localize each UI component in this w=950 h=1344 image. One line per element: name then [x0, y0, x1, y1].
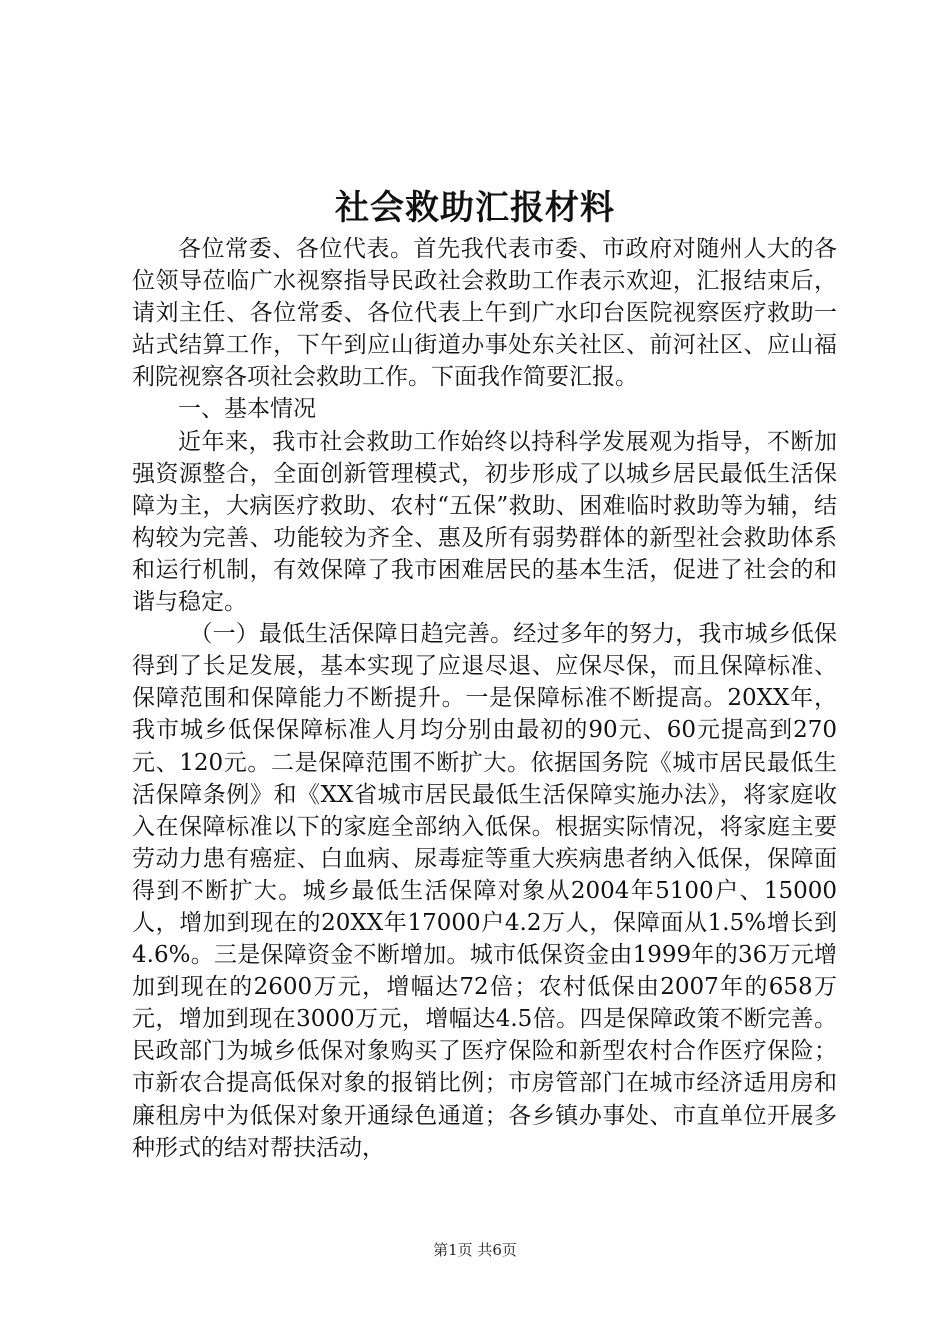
section-heading-basic-situation: 一、基本情况 — [178, 396, 316, 423]
paragraph-overview: 近年来，我市社会救助工作始终以持科学发展观为指导，不断加强资源整合，全面创新管理模式，初步形成了以城乡居民最低生活保障为主，大病医疗救助、农村“五保”救助、困难临时救助等为辅，结构较为完善、功能较为齐全、惠及所有弱势群体的新型社会救助体系和运行机制，有效保障了我市困难居民的基本生活，促进了社会的和谐与稳定。 — [132, 428, 837, 616]
page-number-footer: 第1页 共6页 — [433, 1241, 517, 1259]
document-title: 社会救助汇报材料 — [335, 188, 615, 228]
paragraph-greeting: 各位常委、各位代表。首先我代表市委、市政府对随州人大的各位领导莅临广水视察指导民政社会救助工作表示欢迎，汇报结束后，请刘主任、各位常委、各位代表上午到广水印台医院视察医疗救助一站式结算工作，下午到应山街道办事处东关社区、前河社区、应山福利院视察各项社会救助工作。下面我作简要汇报。 — [132, 236, 837, 391]
paragraph-minimum-living-security: （一）最低生活保障日趋完善。经过多年的努力，我市城乡低保得到了长足发展，基本实现了应退尽退、应保尽保，而且保障标准、保障范围和保障能力不断提升。一是保障标准不断提高。20XX年，我市城乡低保保障标准人月均分别由最初的90元、60元提高到270元、120元。二是保障范围不断扩大。依据国务院《城市居民最低生活保障条例》和《XX省城市居民最低生活保障实施办法》，将家庭收入在保障标准以下的家庭全部纳入低保。根据实际情况，将家庭主要劳动力患有癌症、白血病、尿毒症等重大疾病患者纳入低保，保障面得到不断扩大。城乡最低生活保障对象从2004年5100户、15000人，增加到现在的20XX年17000户4.2万人，保障面从1.5%增长到4.6%。三是保障资金不断增加。城市低保资金由1999年的36万元增加到现在的2600万元，增幅达72倍；农村低保由2007年的658万元，增加到现在3000万元，增幅达4.5倍。四是保障政策不断完善。民政部门为城乡低保对象购买了医疗保险和新型农村合作医疗保险；市新农合提高低保对象的报销比例；市房管部门在城市经济适用房和廉租房中为低保对象开通绿色通道；各乡镇办事处、市直单位开展多种形式的结对帮扶活动， — [132, 621, 837, 1161]
document-body — [132, 233, 837, 1164]
